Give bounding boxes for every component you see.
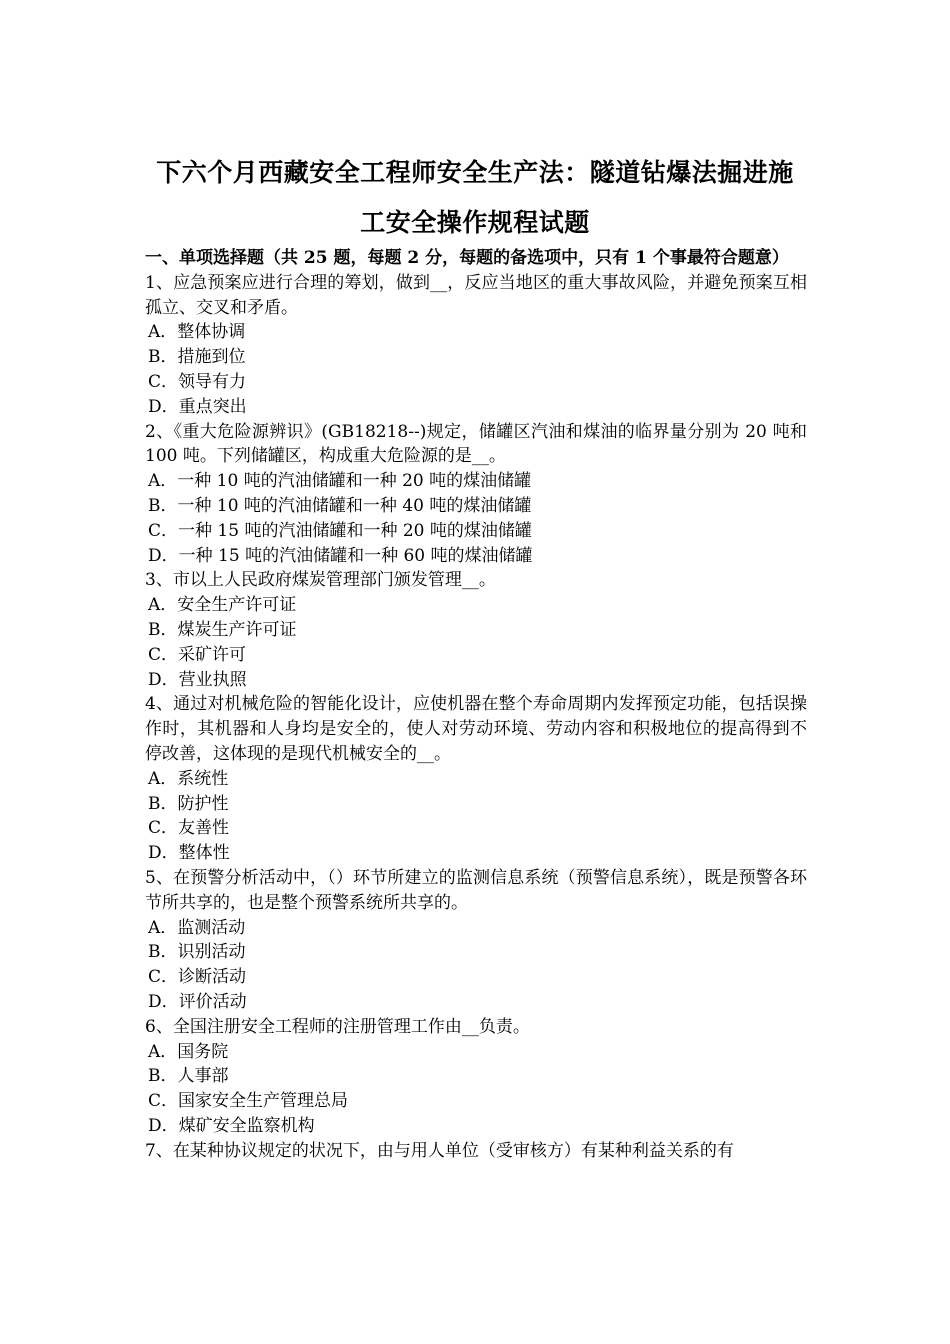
question-item <box>145 568 807 692</box>
answer-option: D．一种 15 吨的汽油储罐和一种 60 吨的煤油储罐 <box>148 545 533 566</box>
question-item <box>145 271 807 420</box>
question-item <box>145 1139 807 1164</box>
question-text: 7、在某种协议规定的状况下，由与用人单位（受审核方）有某种利益关系的有 <box>145 1140 734 1161</box>
answer-option: D．营业执照 <box>148 669 247 690</box>
answer-option: B．识别活动 <box>148 942 246 963</box>
answer-option: B．人事部 <box>148 1066 229 1087</box>
answer-option: B．防护性 <box>148 793 229 814</box>
answer-option: C．采矿许可 <box>148 644 247 665</box>
answer-option: B．措施到位 <box>148 347 246 368</box>
question-item <box>145 866 807 1015</box>
answer-option: B．煤炭生产许可证 <box>148 619 297 640</box>
question-text: 5、在预警分析活动中，（）环节所建立的监测信息系统（预警信息系统），既是预警各环节所共享的，也是整个预警系统所共享的。 <box>145 867 807 913</box>
question-item <box>145 1015 807 1139</box>
answer-option: C．友善性 <box>148 818 230 839</box>
document-body <box>145 246 807 1163</box>
question-list <box>145 271 807 1164</box>
answer-option: C．国家安全生产管理总局 <box>148 1091 349 1112</box>
question-text: 4、通过对机械危险的智能化设计，应使机器在整个寿命周期内发挥预定功能，包括误操作时，其机器和人身均是安全的，使人对劳动环境、劳动内容和积极地位的提高得到不停改善，这体现的是现代机械安全的__。 <box>145 694 807 764</box>
answer-option: D．评价活动 <box>148 991 247 1012</box>
question-item <box>145 692 807 866</box>
answer-option: D．重点突出 <box>148 396 247 417</box>
answer-option: C．一种 15 吨的汽油储罐和一种 20 吨的煤油储罐 <box>148 520 532 541</box>
question-item <box>145 420 807 569</box>
document-title <box>140 148 810 248</box>
answer-option: A．监测活动 <box>148 917 246 938</box>
answer-option: D．整体性 <box>148 843 230 864</box>
question-text: 3、市以上人民政府煤炭管理部门颁发管理__。 <box>145 570 496 591</box>
answer-option: C．诊断活动 <box>148 967 247 988</box>
answer-option: A．安全生产许可证 <box>148 595 297 616</box>
answer-option: C．领导有力 <box>148 371 247 392</box>
answer-option: A．系统性 <box>148 768 229 789</box>
answer-option: D．煤矿安全监察机构 <box>148 1115 315 1136</box>
answer-option: B．一种 10 吨的汽油储罐和一种 40 吨的煤油储罐 <box>148 495 532 516</box>
section-heading: 一、单项选择题（共 25 题，每题 2 分，每题的备选项中，只有 1 个事最符合题意） <box>145 248 789 268</box>
answer-option: A．一种 10 吨的汽油储罐和一种 20 吨的煤油储罐 <box>148 471 532 492</box>
answer-option: A．国务院 <box>148 1041 229 1062</box>
question-text: 1、应急预案应进行合理的筹划，做到__，反应当地区的重大事故风险，并避免预案互相孤立、交叉和矛盾。 <box>145 272 807 318</box>
title-line-2: 工安全操作规程试题 <box>360 208 590 237</box>
question-text: 6、全国注册安全工程师的注册管理工作由__负责。 <box>145 1016 530 1037</box>
title-line-1: 下六个月西藏安全工程师安全生产法：隧道钻爆法掘进施 <box>156 158 794 187</box>
answer-option: A．整体协调 <box>148 322 246 343</box>
question-text: 2、《重大危险源辨识》(GB18218--)规定，储罐区汽油和煤油的临界量分别为 20 吨和 100 吨。下列储罐区，构成重大危险源的是__。 <box>145 421 807 467</box>
